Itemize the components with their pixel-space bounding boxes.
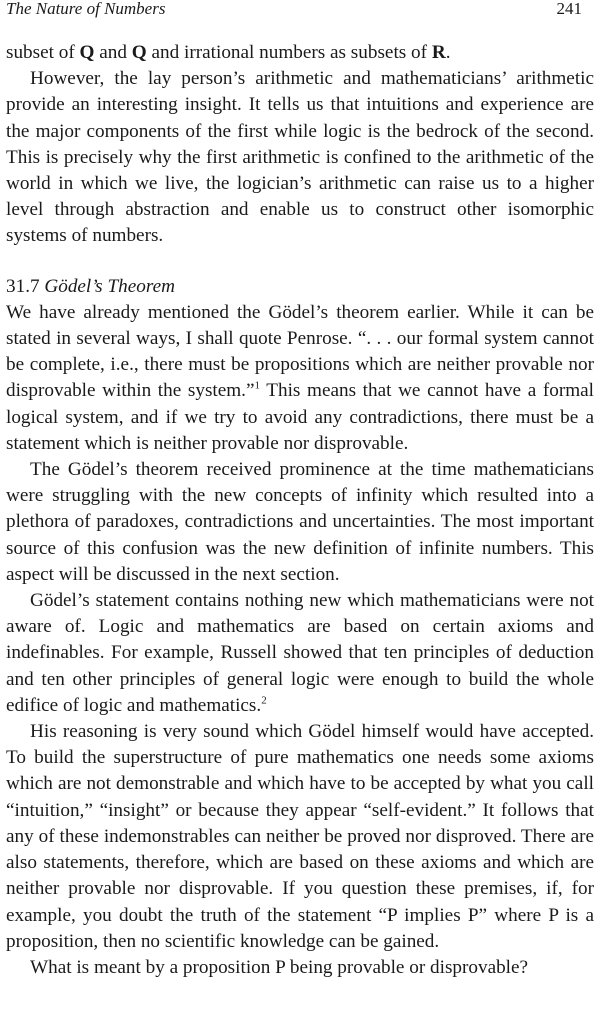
footnote-ref-1[interactable]: 1	[254, 380, 260, 393]
page-number: 241	[556, 0, 582, 18]
text-run: .	[445, 42, 451, 63]
set-symbol-q: Q	[131, 42, 147, 63]
text-run: subset of	[6, 42, 80, 63]
text-run: This means that we cannot have a formal logical system, and if we try to avoid any contradictions, there must be a statement which is neither provable nor disprovable.	[6, 380, 594, 454]
paragraph-question: What is meant by a proposition P being provable or disprovable?	[30, 956, 529, 978]
paragraph-reasoning: His reasoning is very sound which Gödel himself would have accepted. To build the superstructure of pure mathematics one needs some axioms which are not demonstrable and which have to be accepted by what you call “intuition,” “insight” or because they appear “self-evident.” It follows that any of these indemonstrables can neither be proved nor disproved. There are also statements, therefore, which are based on these axioms and which are neither provable nor disprovable. If you question these premises, if, for example, you doubt the truth of the statement “P implies P” where P is a proposition, then no scientific knowledge can be gained.	[6, 721, 594, 952]
section-title: Gödel’s Theorem	[44, 275, 175, 297]
text-run: and irrational numbers as subsets of	[146, 42, 432, 63]
text-run: We have already mentioned the Gödel’s theorem earlier. While it can be stated in several ways, I shall quote Penrose. “. . . our formal system cannot be complete, i.e., there must be propositions which are neither provable nor disprovable within the system.”	[6, 301, 594, 402]
paragraph-arithmetic: However, the lay person’s arithmetic and mathematicians’ arithmetic provide an interesting insight. It tells us that intuitions and experience are the major components of the first while logic is the bedrock of the second. This is precisely why the first arithmetic is confined to the arithmetic of the world in which we live, the logician’s arithmetic can raise us to a higher level through abstraction and enable us to construct other isomorphic systems of numbers.	[6, 68, 594, 247]
text-run: and	[94, 42, 132, 63]
paragraph-prominence: The Gödel’s theorem received prominence at the time mathematicians were struggling with the new concepts of infinity which resulted into a plethora of paradoxes, contradictions and uncertainties. The most important source of this confusion was the new definition of infinite numbers. This aspect will be discussed in the next section.	[6, 459, 594, 585]
set-symbol-r: R	[431, 42, 446, 63]
set-symbol-q: Q	[79, 42, 95, 63]
paragraph-axioms	[6, 588, 594, 719]
section-heading	[6, 274, 594, 300]
paragraph-godel-intro	[6, 300, 594, 457]
body-text	[6, 40, 594, 981]
footnote-ref-2[interactable]: 2	[261, 694, 267, 707]
text-run: Gödel’s statement contains nothing new which mathematicians were not aware of. Logic and mathematics are based on certain axioms and indefinables. For example, Russell showed that ten principles of deduction and ten other principles of general logic were enough to build the whole edifice of logic and mathematics.	[6, 590, 594, 716]
section-number: 31.7	[6, 275, 40, 297]
paragraph-continued	[6, 40, 594, 66]
running-title: The Nature of Numbers	[6, 0, 166, 18]
running-head	[6, 0, 594, 22]
